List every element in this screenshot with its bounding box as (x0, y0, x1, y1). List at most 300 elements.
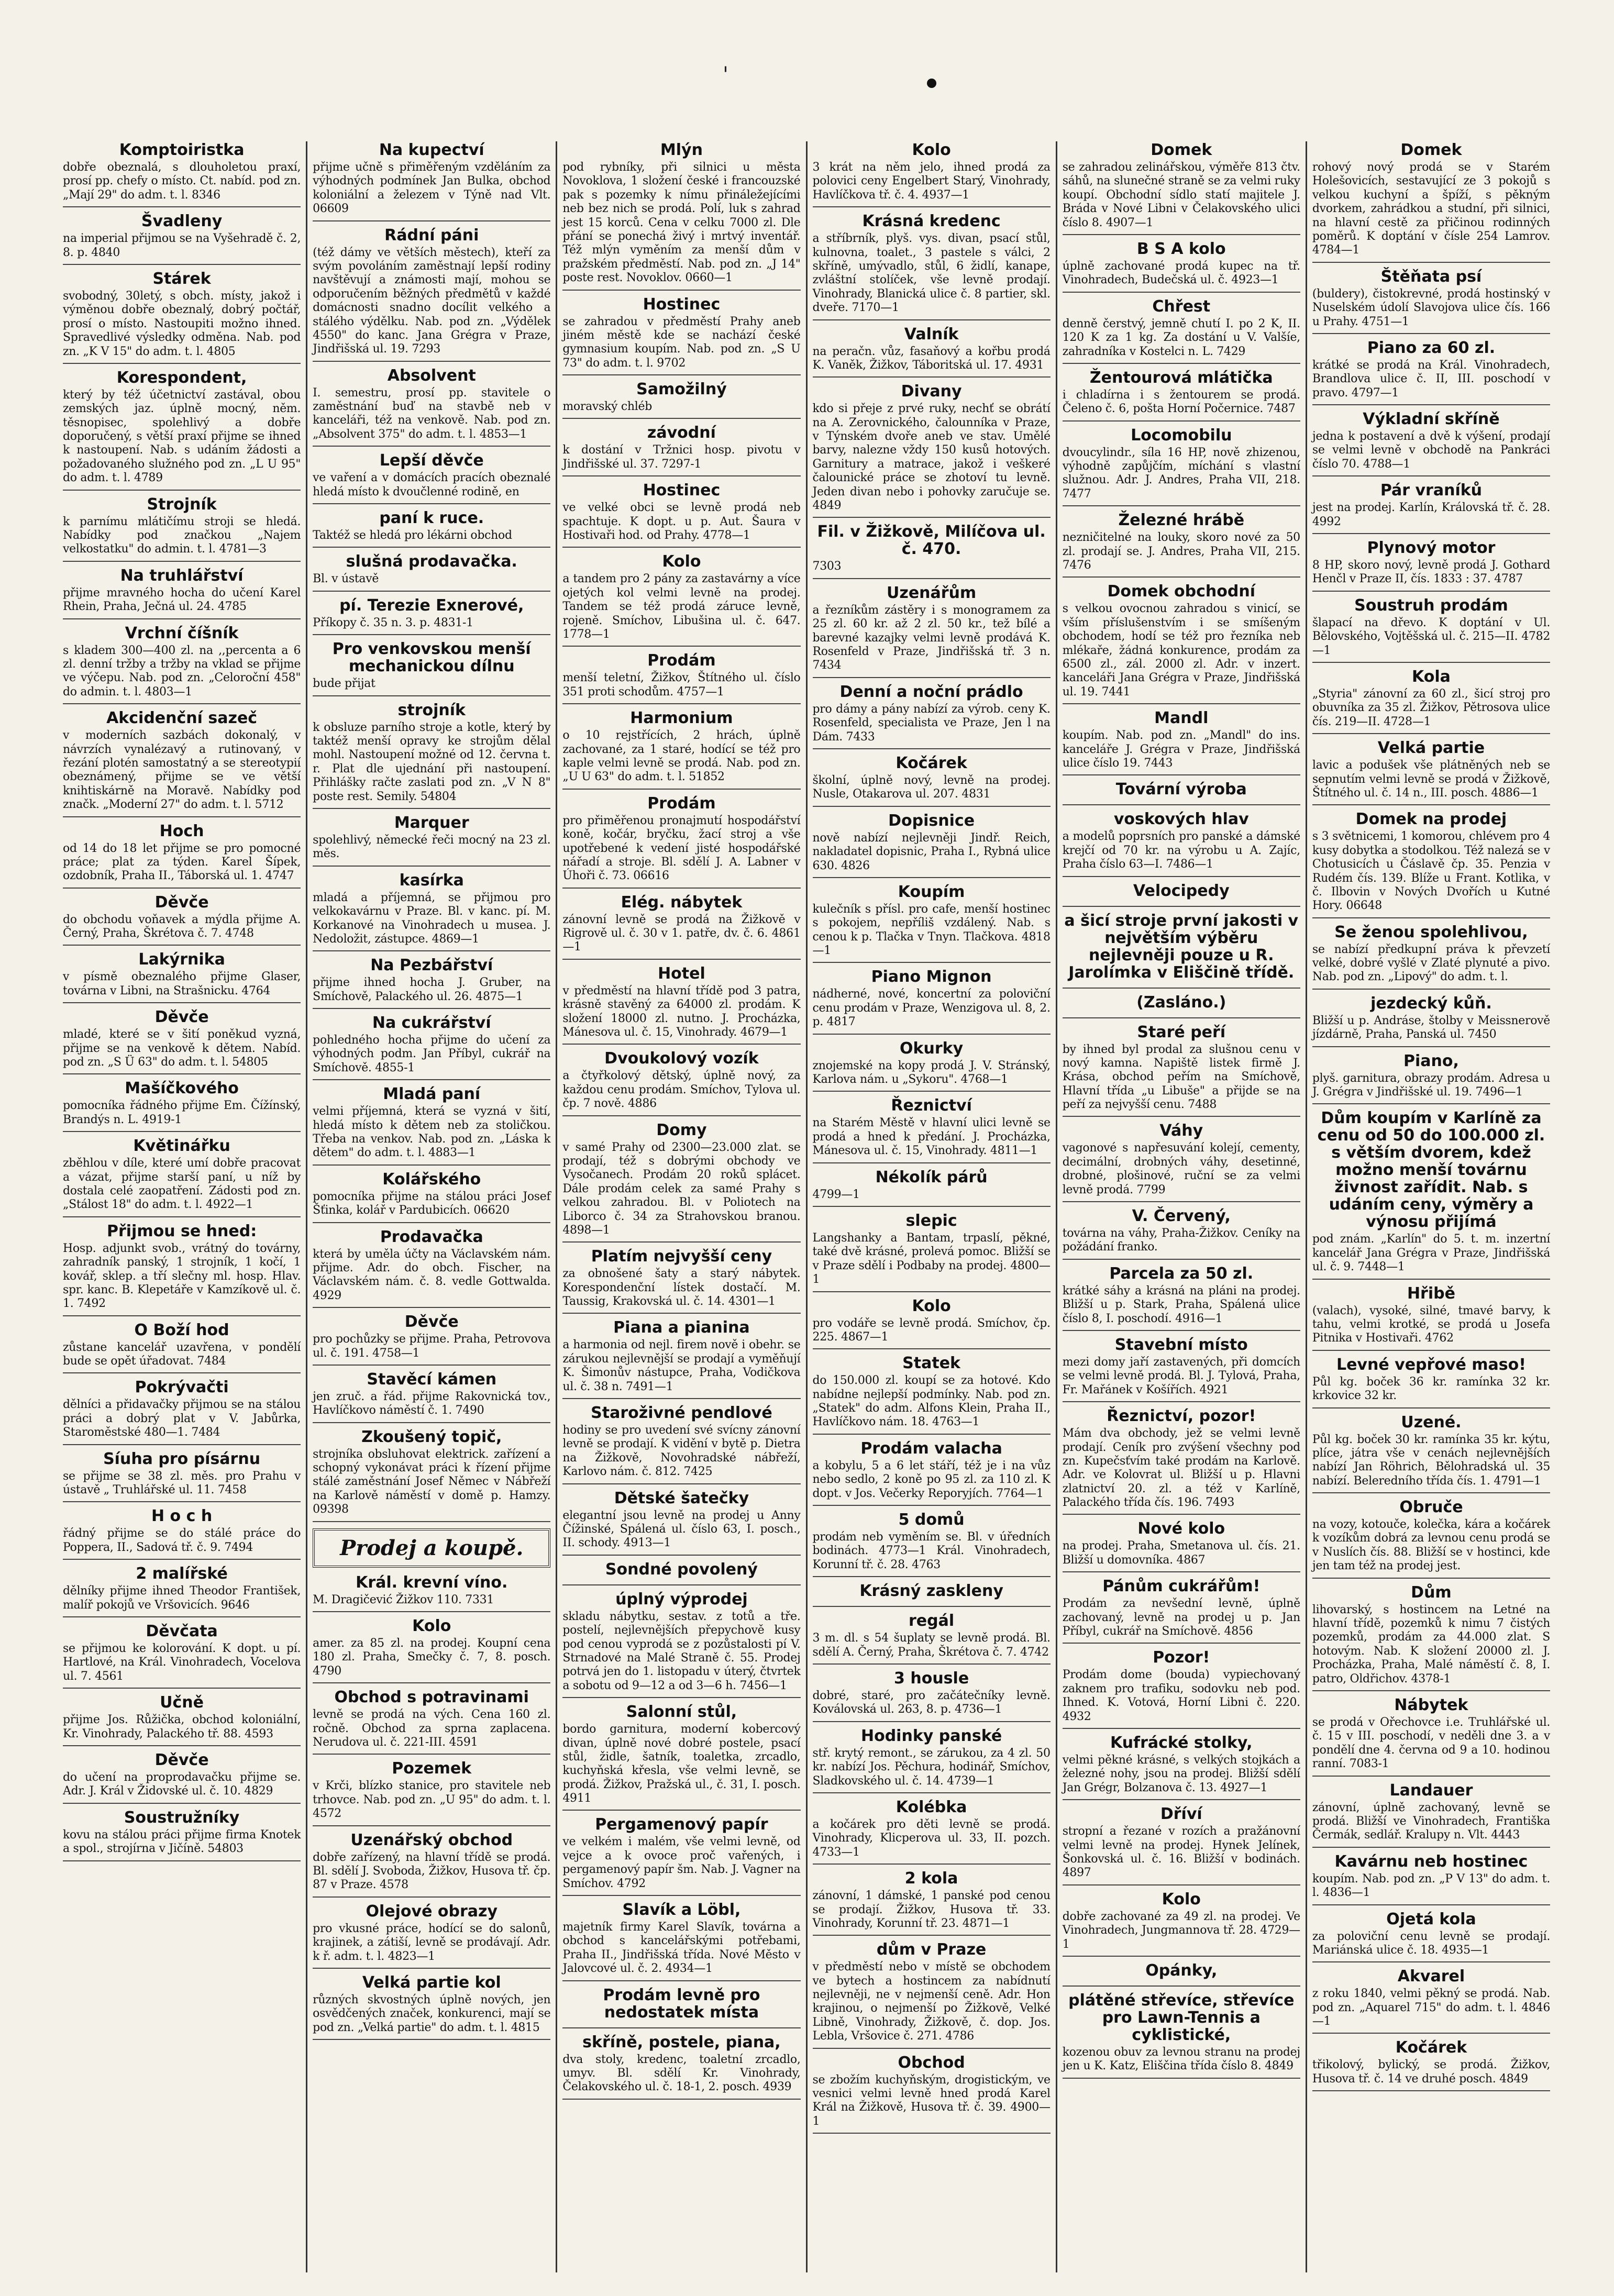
ad-text: dělníci a přidavačky přijmou se na stálou práci a dobrý plat v V. Jabůrka, Staroměstské 480—1. 7484 (63, 1398, 301, 1439)
ad-text: nádherné, nové, koncertní za poloviční cenu prodám v Praze, Wenzigova ul. 8, 2. p. 4817 (812, 988, 1051, 1029)
ad-text: I. semestru, prosí pp. stavitele o zaměstnání buď na stavbě neb v kanceláři, též na venkově. Nab. pod zn. „Absolvent 375" do adm. t. l. 4853—1 (313, 386, 551, 441)
ad-text: (valach), vysoké, silné, tmavé barvy, k tahu, velmi krotké, se prodá u Josefa Pitnika v Hostivaři. 4762 (1312, 1304, 1551, 1345)
ad-text: zánovní, 1 dámské, 1 panské pod cenou se prodají. Žižkov, Husova tř. 33. Vinohrady, Korunní tř. 23. 4871—1 (812, 1889, 1051, 1930)
classified-ad (63, 1223, 301, 1316)
classified-ad (562, 381, 800, 419)
ad-heading: Děvčata (146, 1622, 218, 1640)
classified-ad (1312, 482, 1550, 534)
ad-text: na prodej. Praha, Smetanova ul. čís. 21. Bližší u domovníka. 4867 (1062, 1539, 1300, 1567)
ad-text: pod rybníky, při silnici u města Novoklova, 1 složení české i francouzské pak s pozemky k nímu přináležejícími neb bez nich se prodá. Polí, luk s zahrad jest 15 korců. Cena v celku 7000 zl. Dle přání se ponechá živý i mrtvý inventář. Též mlýn vyměním za menší dům v pražském předměstí. Nab. pod zn. „J 14" poste rest. Novoklov. 0660—1 (562, 161, 801, 285)
classified-ad (1063, 1649, 1300, 1729)
ad-text: strojníka obsluhovat elektrick. zařízení a schopný vykonávat práci k řízení přijme stálé zaměstnání Josef Němec v Nábřeží na Karlově náměstí v domě p. Hamzy. 09398 (313, 1447, 551, 1516)
classified-ad (313, 1428, 550, 1522)
ad-heading: Kočárek (1395, 2038, 1467, 2057)
ad-text: a stříbrník, plyš. vys. divan, psací stůl, kulnovna, toalet., 3 pastele s válci, 2 skříně, umývadlo, stůl, 6 židlí, kanape, zvláštní stolíček, vše levně prodají. Vinohrady, Blanická ulice č. 8 partier, skl. dveře. 7170—1 (812, 232, 1051, 315)
classified-ad (813, 1870, 1051, 1936)
ad-heading: skříně, postele, piana, (582, 2033, 781, 2051)
classified-ad (562, 296, 800, 376)
ad-text: k dostání v Tržnici hosp. pivotu v Jindřišské ul. 37. 7297-1 (562, 443, 801, 471)
ad-text: „Styria" zánovní za 60 zl., šicí stroj pro obuvníka za 35 zl. Žižkov, Pětrosova ulice čís. 219—II. 4728—1 (1312, 687, 1551, 728)
classified-ad (1063, 141, 1300, 235)
classified-ad (63, 496, 301, 562)
classified-ad (562, 1703, 800, 1811)
classified-ad (313, 452, 550, 504)
classified-ad (562, 1319, 800, 1399)
ad-text: k parnímu mlátičímu stroji se hledá. Nabídky pod značkou „Najem velkostatku" do admin. t. l. 4781—3 (63, 515, 301, 556)
ad-text: 3 krát na něm jelo, ihned prodá za polovici ceny Engelbert Starý, Vinohrady, Havlíčkova tř. č. 4. 4937—1 (812, 161, 1051, 202)
ad-heading: Nékolík párů (875, 1168, 988, 1186)
ad-heading: Kolo (912, 141, 951, 159)
classified-ad (562, 1248, 800, 1314)
classified-ad (313, 509, 550, 548)
ad-text: o 10 rejstřících, 2 hrách, úplně zachované, za 1 staré, hodící se též pro kaple velmi levně se prodá. Nab. pod zn. „U U 63" do adm. t. l. 51852 (562, 729, 801, 784)
classified-ad (63, 1322, 301, 1374)
ad-text: Půl kg. boček 36 kr. ramínka 32 kr. krkovice 32 kr. (1312, 1375, 1551, 1403)
ad-text: Langshanky a Bantam, trpaslí, pěkné, také dvě krásné, prolevá pomoc. Bližší se v Praze sdělí i Podbaby na prodej. 4800—1 (812, 1231, 1051, 1286)
ad-heading: a šicí stroje první jakosti v největším výběru nejlevněji pouze u R. Jarolímka v Eliščině třídě. (1064, 911, 1299, 982)
classified-ad (813, 1297, 1051, 1350)
classified-ad (1312, 1696, 1550, 1777)
ad-heading: Koupím (898, 882, 965, 901)
ad-text: bude přijat (313, 677, 375, 691)
ad-heading: Velocipedy (1133, 881, 1230, 900)
classified-ad (1063, 298, 1300, 364)
classified-ad (313, 957, 550, 1009)
classified-ad (313, 872, 550, 952)
ad-heading: Harmonium (630, 709, 733, 728)
ad-heading: Děvče (404, 1313, 459, 1332)
ad-heading: Strojník (147, 495, 217, 514)
ad-heading: regál (909, 1612, 955, 1631)
ad-heading: O Boží hod (134, 1321, 229, 1339)
ad-heading: Uzenářský obchod (350, 1831, 513, 1849)
ad-heading: Olejové obrazy (366, 1902, 498, 1921)
ad-text: a čtyřkolový dětský, úplně nový, za každou cenu prodám. Smíchov, Tylova ul. čp. 7 nově. 4886 (562, 1069, 801, 1111)
ad-heading: V. Červený, (1132, 1207, 1231, 1226)
classified-ad (313, 1760, 550, 1826)
classified-ad (1312, 141, 1550, 263)
ad-text: denně čerstvý, jemně chutí I. po 2 K, II. 120 K za 1 kg. Za dostání u V. Valšíe, zahradníka v Kostelci n. L. 7429 (1062, 317, 1300, 358)
ad-heading: Valník (904, 325, 959, 343)
ad-heading: Parcela za 50 zl. (1109, 1264, 1254, 1283)
ad-heading: kasírka (399, 871, 464, 890)
ad-text: a řezníkům zástěry i s monogramem za 25 zl. 60 kr. až 2 zl. 50 kr., tež bílé a barevné kazajky velmi levně prodává K. Rosenfeld v Praze, Jindřišská tř. 3 n. 7434 (812, 603, 1051, 672)
ad-heading: Na Pezbářství (370, 956, 493, 975)
ad-text: pohledného hocha přijme do učení za výhodných podm. Jan Příbyl, cukrář na Smíchově. 4855-1 (313, 1034, 551, 1074)
ad-text: koupím. Nab. pod zn. „P V 13" do adm. t. l. 4836—1 (1312, 1872, 1551, 1900)
ad-heading: Štěňata psí (1380, 267, 1482, 286)
classified-ad (313, 1085, 550, 1166)
classified-ad (1063, 1407, 1300, 1515)
classified-ad (813, 1941, 1051, 2048)
ad-text: nezničitelné na louky, skoro nové za 50 zl. prodají se. J. Andres, Praha VII, 215. 7476 (1062, 531, 1300, 572)
classified-ad (562, 553, 800, 647)
classified-ad (313, 1689, 550, 1755)
ad-text: Prodám dome (bouda) vypiechovaný zaknem pro trafiku, sodovku neb pod. Ihned. K. Votová, Horní Libni č. 220. 4932 (1062, 1668, 1300, 1723)
ad-text: mladé, které se v šití poněkud vyzná, přijme se na venkově k dětem. Nabíd. pod zn. „S Ü 63" do adm. t. l. 54805 (63, 1028, 301, 1069)
ad-text: ve vaření a v domácích pracích obeznalé hledá místo k dvoučlenné rodině, en (313, 471, 551, 498)
ad-text: úplně zachované prodá kupec na tř. Vinohradech, Budečská ul. č. 4923—1 (1062, 259, 1300, 287)
classified-ad (63, 1623, 301, 1689)
ad-heading: Levné vepřové maso! (1336, 1355, 1526, 1374)
ad-heading: Síuha pro písárnu (103, 1449, 261, 1468)
ad-heading: Krásný zaskleny (859, 1582, 1003, 1601)
ad-text: jedna k postavení a dvě k výšení, prodají se velmi levně v obchodě na Pankráci číslo 70. 4788—1 (1312, 430, 1551, 471)
ad-text: zběhlou v díle, které umí dobře pracovat a vázat, přijme starší paní, u níž by dostala celé zaopatření. Zádosti pod zn. „Stálost 18" do adm. t. l. 4922—1 (63, 1157, 301, 1212)
ad-text: Bl. v ústavě (313, 572, 379, 586)
ad-text: elegantní jsou levně na prodej u Anny Čížinské, Spálená ul. číslo 63, I. posch., II. schody. 4913—1 (562, 1509, 801, 1550)
classified-ad (313, 1832, 550, 1898)
classified-ad (813, 968, 1051, 1034)
classified-ad (63, 951, 301, 1003)
column-5 (1056, 141, 1306, 2272)
ad-text: s 3 světnicemi, 1 komorou, chlévem pro 4 kusy dobytka a stodolkou. Též nalezá se v Chotusicích u Čáslavě čp. 35. Penzia v Rudém čís. 139. Blíže u Frant. Kotlika, v č. Ilbovin v Nových Dvořích u Kutné Hory. 06648 (1312, 830, 1551, 913)
classified-ad (1063, 709, 1300, 775)
ad-heading: Dům (1411, 1583, 1452, 1602)
ad-text: šlapací na dřevo. K doptání v Ul. Bělovského, Vojtěšská ul. č. 215—II. 4782—1 (1312, 616, 1551, 657)
classified-ad (813, 1582, 1051, 1607)
ad-text: se zahradou v předměstí Prahy aneb jiném městě kde se nachází české gymnasium koupím. Nab. pod zn. „S U 73" do adm. t. l. 9702 (562, 315, 801, 370)
classified-ad (1312, 811, 1550, 918)
ad-text: zánovní, úplně zachovaný, levně se prodá. Bližší ve Vinohradech, Františka Čermák, sedlář. Kralupy n. Vlt. 4443 (1312, 1801, 1551, 1842)
ad-text: dva stoly, kredenc, toaletní zrcadlo, umyv. Bl. sdělí Kr. Vinohrady, Čelakovského ul. č. 18-1, 2. posch. 4939 (562, 2053, 801, 2094)
classified-ad (1063, 369, 1300, 422)
ad-text: se prodá v Ořechovce i.e. Truhlářské ul. č. 15 v III. poschodí, v neděli dne 3. a v pondělí dne 4. června od 9 a 10. hodinou ranní. 7083-1 (1312, 1716, 1551, 1771)
ad-text: na Starém Městě v hlavní ulici levně se prodá a hned k předání. J. Procházka, Mánesova ul. č. 15, Vinohrady. 4811—1 (812, 1116, 1051, 1158)
ad-heading: strojník (397, 701, 466, 719)
ad-text: na vozy, kotouče, kolečka, kára a kočárek k vozíkům dobrá za levnou cenu prodá se v Nuslích čís. 88. Bližší se v hostinci, kde jen tam též na prodej jest. (1312, 1518, 1551, 1573)
classified-ad (63, 625, 301, 705)
ad-text: která by uměla účty na Václavském nám. přijme. Adr. do obch. Fischer, na Václavském nám. č. 8. vedle Gottwalda. 4929 (313, 1247, 551, 1302)
classified-ad (1312, 1110, 1550, 1279)
classified-ad (1312, 1414, 1550, 1494)
ad-text: mladá a příjemná, se přijmou pro velkokavárnu v Praze. Bl. v kanc. pí. M. Korkanové na Vinohradech u musea. J. Nedoložit, zástupce. 4869—1 (313, 891, 551, 946)
ad-text: pomocníka přijme na stálou práci Josef Šťinka, kolář v Pardubicích. 06620 (313, 1190, 551, 1217)
ad-heading: Mladá paní (383, 1085, 481, 1104)
ad-heading: úplný výprodej (615, 1590, 748, 1609)
classified-ad (1063, 1520, 1300, 1572)
ad-heading: Mandl (1154, 709, 1209, 728)
ad-text: do učení na proprodavačku přijme se. Adr. J. Král v Židovské ul. č. 10. 4829 (63, 1770, 301, 1798)
classified-ad (1312, 411, 1550, 476)
classified-ad (1063, 1265, 1300, 1331)
ad-heading: Tovární výroba (1115, 780, 1247, 799)
ad-heading: 2 malířské (136, 1565, 228, 1583)
ad-text: a modelů poprsních pro panské a dámské krejčí od 70 kr. na výrobu u A. Zajíc, Praha číslo 63—I. 7486—1 (1062, 830, 1300, 871)
ad-text: přijme mravného hocha do učení Karel Rhein, Praha, Ječná ul. 24. 4785 (63, 586, 301, 614)
classified-ad (63, 213, 301, 265)
ad-text: v předměstí na hlavní třídě pod 3 patra, krásně stavěný za 64000 zl. prodám. K složení 18000 zl. nutno. J. Procházka, Mánesova ul. č. 15, Vinohrady. 4679—1 (562, 984, 801, 1039)
ad-heading: jezdecký kůň. (1370, 994, 1492, 1013)
ad-heading: Hostinec (643, 295, 721, 314)
ad-heading: Piano, (1403, 1051, 1459, 1070)
ad-heading: Řeznictví (891, 1096, 972, 1115)
ad-heading: Květinářku (133, 1137, 230, 1156)
classified-ad (813, 584, 1051, 678)
ad-text: Bližší u p. Andráse, štolby v Meissnerově jízdárně, Praha, Panská ul. 7450 (1312, 1014, 1551, 1041)
classified-ad (562, 424, 800, 476)
ad-heading: Kolářského (382, 1170, 481, 1189)
ad-text: Mám dva obchody, jež se velmi levně prodají. Ceník pro zvýšení všechny pod zn. Kupečsťvím také prodám na Karlově. Adr. ve Kolovrat ul. Bližší u p. Hlavni zlatnictví 20. zl. a též v Karlíně, Palackého třída čís. 196. 7493 (1062, 1427, 1300, 1510)
ad-text: 3 m. dl. s 54 šuplaty se levně prodá. Bl. sdělí A. Černý, Praha, Škrétova č. 7. 4742 (812, 1632, 1051, 1659)
ad-heading: Děvče (154, 1008, 209, 1027)
classified-ad (1063, 1578, 1300, 1644)
classified-ad (63, 567, 301, 619)
ad-heading: Se ženou spolehlivou, (1334, 923, 1528, 941)
ad-text: velmi příjemná, která se vyzná v šití, hledá místo k dětem neb za stoličkou. Třeba na venkov. Nab. pod zn. „Láska k dětem" do adm. t. l. 4883—1 (313, 1105, 551, 1160)
ad-heading: Marquer (394, 813, 469, 832)
ad-heading: Pozemek (392, 1759, 472, 1778)
classified-ad (813, 1097, 1051, 1163)
ad-text: M. Dragičević Žižkov 110. 7331 (313, 1593, 494, 1606)
ad-text: Příkopy č. 35 n. 3. p. 4831-1 (313, 616, 473, 629)
ad-heading: Chřest (1152, 297, 1211, 316)
classified-ad (1063, 240, 1300, 293)
ad-text: bordo garnitura, moderní kobercový divan, úplně nové dobré postele, psací stůl, židle, šatník, toaletka, zrcadlo, kuchyňská křesla, vše velmi levně, se prodá. Žižkov, Pražská ul., č. 31, I. posch. 4911 (562, 1723, 801, 1805)
classified-ad (1312, 1584, 1550, 1691)
classified-ad (63, 1008, 301, 1074)
ad-text: amer. za 85 zl. na prodej. Koupní cena 180 zl. Praha, Smečky č. 7, 8. posch. 4790 (313, 1637, 551, 1678)
ad-heading: plátěné střevíce, střevíce pro Lawn-Tennis a cyklistické, (1068, 1991, 1295, 2044)
classified-ad (562, 1987, 800, 2028)
ad-heading: Obchod (898, 2053, 965, 2072)
classified-ad (813, 1440, 1051, 1506)
classified-ad (313, 1574, 550, 1612)
classified-ad (562, 1122, 800, 1243)
ad-heading: Žentourová mlátička (1089, 368, 1273, 387)
ad-heading: Na truhlářství (120, 566, 244, 585)
ad-heading: Soustruh prodám (1354, 596, 1508, 615)
ad-heading: Uzenářům (887, 583, 977, 602)
classified-ad (562, 1901, 800, 1981)
page-mark: ' (723, 63, 728, 87)
ad-text: třikolový, bylický, se prodá. Žižkov, Husova tř. č. 14 ve druhé posch. 4849 (1312, 2058, 1551, 2086)
ad-text: na imperial přijmou se na Vyšehradě č. 2, 8. p. 4840 (63, 232, 301, 259)
classified-ad (1312, 1968, 1550, 2034)
ad-text: s velkou ovocnou zahradou s vinicí, se vším příslušenstvím i se smíšeným obchodem, hodí se též pro řezníka neb mlékaře, žádná konkurence, prodám za 6500 zl., zál. 2000 zl. Adr. v inzert. kanceláři Jana Grégra v Praze, Jindřišská ul. 19. 7441 (1062, 602, 1300, 698)
ad-text: a harmonia od nejl. firem nově i obehr. se zárukou nejlevnější se prodají a vyměňují K. Šimonův nástupce, Praha, Vodičkova ul. č. 38 n. 7491—1 (562, 1338, 801, 1393)
ad-text: nově nabízí nejlevněji Jindř. Reich, nakladatel dopisnic, Praha I., Rybná ulice 630. 4826 (812, 831, 1051, 872)
classified-ad (63, 1379, 301, 1445)
ad-heading: Samožilný (636, 380, 727, 399)
ad-text: a kobylu, 5 a 6 let stáří, též je i na vůz nebo sedlo, 2 koně po 95 zl. za 110 zl. K dopt. v Jos. Večerky Reporyjích. 7764—1 (812, 1459, 1051, 1500)
classified-ad (63, 141, 301, 207)
ad-heading: Plynový motor (1367, 539, 1496, 558)
ad-text: dobře zachované za 49 zl. na prodej. Ve Vinohradech, Jungmannova tř. 28. 4729—1 (1062, 1910, 1300, 1951)
ad-text: dobře zařízený, na hlavní třídě se prodá. Bl. sdělí J. Svoboda, Žižkov, Husova tř. čp. 87 v Praze. 4578 (313, 1850, 551, 1892)
classified-ad (1063, 781, 1300, 805)
classified-ad (813, 883, 1051, 963)
classified-ad (63, 1507, 301, 1560)
classified-ad (562, 894, 800, 960)
ad-heading: Hodinky panské (860, 1726, 1002, 1745)
ad-text: lavic a podušek vše plátněných neb se sepnutím velmi levně se prodá v Žižkově, Štítného ul. č. 14 n., III. posch. 4886—1 (1312, 759, 1551, 800)
classified-ad (813, 1670, 1051, 1722)
column-6 (1306, 141, 1555, 2272)
classified-ad (813, 523, 1051, 579)
page-dot (927, 79, 936, 88)
ad-heading: Přijmou se hned: (106, 1222, 257, 1240)
classified-ad (813, 1727, 1051, 1793)
ad-text: spolehlivý, německé řeči mocný na 23 zl. měs. (313, 833, 551, 861)
ad-heading: Ojetá kola (1386, 1910, 1476, 1928)
column-2 (306, 141, 556, 2272)
ad-heading: Kočárek (896, 753, 967, 772)
ad-heading: Nové kolo (1137, 1519, 1225, 1538)
ad-text: školní, úplně nový, levně na prodej. Nusle, Otakarova ul. 207. 4831 (812, 773, 1051, 801)
classified-ad (562, 141, 800, 291)
ad-text: v moderních sazbách dokonalý, v návrzích vynalézavý a rutinovaný, v řezání plotén samostatný a se stereotypií obeznámený, přijme se ve větší knihtiskárně na Moravě. Nabídky pod značk. „Moderní 27" do adm. t. l. 5712 (63, 729, 301, 812)
ad-heading: Kolébka (896, 1798, 967, 1816)
ad-heading: 3 housle (894, 1669, 969, 1688)
classified-ad (1312, 1499, 1550, 1579)
ad-text: zůstane kancelář uzavřena, v pondělí bude se opět úřadovat. 7484 (63, 1340, 301, 1368)
ad-heading: Prodavačka (380, 1227, 483, 1246)
ad-text: na peračn. vůz, fasaňový a kořbu prodá K. Vaněk, Žižkov, Táboritská ul. 17. 4931 (812, 345, 1051, 372)
ad-text: Hosp. adjunkt svob., vrátný do továrny, zahradník panský, 1 strojník, 1 kočí, 1 kovář, sklep. a tří slečny ml. hosp. Hlav. spr. kanc. B. Klepetáře v Kamzíkově ul. č. 1. 7492 (63, 1241, 301, 1311)
ad-text: 7303 (812, 560, 842, 573)
classified-ad (1312, 924, 1550, 990)
ad-heading: pí. Terezie Exnerové, (339, 596, 524, 615)
ad-text: se zbožím kuchyňským, drogistickým, ve vesnici velmi levně hned prodá Karel Král na Žižkově, Husova tř. č. 39. 4900—1 (812, 2073, 1051, 2128)
ad-heading: Sondné povolený (605, 1560, 758, 1579)
classified-ad (1312, 1052, 1550, 1105)
ad-text: i chladírna i s žentourem se prodá. Čeleno č. 6, pošta Horní Počernice. 7487 (1062, 388, 1300, 416)
classified-ad (562, 482, 800, 548)
ad-heading: Hoch (159, 822, 204, 840)
ad-text: pro vkusné práce, hodící se do salonů, krajinek, a zátiší, levně se prodávají. Adr. k ř. adm. t. l. 4823—1 (313, 1922, 551, 1963)
classified-ad (1312, 995, 1550, 1047)
ad-heading: Váhy (1159, 1122, 1203, 1140)
ad-heading: Děvče (154, 1750, 209, 1769)
classified-ad (1063, 583, 1300, 704)
ad-text: (buldery), čistokrevné, prodá hostinský v Nuselském údolí Slavojova ulice čís. 166 u Prahy. 4751—1 (1312, 287, 1551, 328)
ad-text: Prodám za nevšední levně, úplně zachovaný, levně na prodej u p. Jan Příbyl, cukrář na Smíchově. 4856 (1062, 1597, 1300, 1638)
ad-heading: voskových hlav (1113, 810, 1249, 829)
ad-heading: Prodám (647, 794, 716, 813)
ad-heading: Salonní stůl, (626, 1703, 737, 1722)
ad-heading: Prodám levně pro nedostatek místa (603, 1986, 760, 2022)
ad-text: kdo si přeje z prvé ruky, nechť se obrátí na A. Zerovnického, čalounníka v Praze, v Týnském dvoře aneb ve stav. Umělé barvy, nalezne vždy 150 kusů hotových. Garnitury a matrace, jakož i veškeré čalounické práce se zhotoví tu levně. Jeden divan nebo i pohovky zaručuje se. 4849 (812, 402, 1051, 513)
ad-text: vagonové s napřesuvání kolejí, cementy, decimální, drobných váhy, desetinné, drobné, plošinové, ruční se za velmi levně prodá. 7799 (1062, 1141, 1300, 1196)
ad-heading: Mlýn (660, 141, 703, 159)
ad-text: mezi domy jaří zastavených, při domcích se velmi levně prodá. Bl. J. Tylová, Praha, Fr. Mařánek v Košířích. 4921 (1062, 1355, 1300, 1396)
ad-heading: Fil. v Žižkově, Milíčova ul. č. 470. (817, 523, 1046, 559)
ad-heading: Pro venkovskou menší mechanickou dílnu (332, 640, 531, 676)
classified-ad (63, 369, 301, 491)
classified-ad (813, 812, 1051, 878)
ad-heading: Akcidenční sazeč (106, 709, 258, 728)
classified-ad (562, 709, 800, 790)
ad-text: pro přiměřenou pronajmutí hospodářství koně, kočár, bryčku, žací stroj a vše upotřebené k vedení jisté hospodářské nářadí a stroje. Bl. sdělí J. A. Labner v Úhoři č. 73. 06616 (562, 814, 801, 883)
ad-heading: Vrchní číšník (125, 624, 239, 642)
ad-heading: Slavík a Löbl, (622, 1901, 741, 1920)
classified-ad (1063, 1336, 1300, 1402)
ad-heading: Piana a pianina (613, 1318, 750, 1337)
ad-heading: Staroživné pendlové (591, 1404, 772, 1423)
ad-text: jen zruč. a řád. přijme Rakovnická tov., Havlíčkovo náměstí č. 1. 7490 (313, 1390, 551, 1417)
classified-ad (562, 1490, 800, 1556)
ad-text: menší teletní, Žižkov, Štítného ul. číslo 351 proti schodům. 4757—1 (562, 671, 801, 698)
ad-text: dobře obeznalá, s dlouholetou praxí, prosí pp. chefy o místo. Ct. nabíd. pod zn. „Mají 29" do adm. t. l. 8346 (63, 161, 301, 202)
classified-ad (1312, 739, 1550, 805)
classified-ad (813, 2054, 1051, 2134)
ad-heading: Elég. nábytek (621, 893, 743, 912)
ad-text: se nabízí předkupní práva k převzetí velké, dobré vyšlé v Zlaté plynuté a pivo. Nab. pod zn. „Lipový" do adm. t. l. (1312, 942, 1551, 984)
ad-heading: Hotel (658, 964, 705, 983)
classified-ad (1063, 1207, 1300, 1260)
ad-heading: Soustružníky (124, 1808, 240, 1827)
classified-ad (313, 1974, 550, 2040)
ad-text: lihovarský, s hostincem na Letné na hlavní třídě, pozemků k nimu 7 čistých pozemků, prodám za 44.000 zlat. S hotovým. Nab. K složení 20000 zl. J. Procházka, Praha, Malé náměstí č. 8, I. patro, Oldřichov. 4378-1 (1312, 1603, 1551, 1685)
section-box-prodej-a-koupe: Prodej a koupě. (313, 1528, 550, 1568)
ad-text: do 150.000 zl. koupí se za hotové. Kdo nabídne nejlepší podmínky. Nab. pod zn. „Statek" do adm. Alfons Klein, Praha II., Havlíčkovo nám. 18. 4763—1 (812, 1374, 1051, 1429)
ad-text: ve velkém i malém, vše velmi levně, od vejce a k ovoce proč vařených, i pergamenový papír šm. Nab. J. Vagner na Smíchov. 4792 (562, 1835, 801, 1890)
classified-ad (1312, 268, 1550, 334)
ad-heading: Kolo (412, 1617, 451, 1636)
classified-ad (1063, 994, 1300, 1018)
classified-ad (63, 1080, 301, 1132)
ad-heading: Domek obchodní (1107, 582, 1255, 601)
ad-heading: 2 kola (904, 1869, 958, 1888)
ad-heading: Obruče (1399, 1498, 1463, 1517)
classified-ad (813, 1612, 1051, 1665)
ad-heading: Zkoušený topič, (361, 1427, 502, 1446)
classified-ad (63, 1751, 301, 1804)
ad-text: plyš. garnitura, obrazy prodám. Adresa u J. Grégra v Jindřišské ul. 19. 7496—1 (1312, 1071, 1551, 1099)
ad-heading: Kolo (662, 552, 701, 571)
ad-heading: Velká partie (1377, 739, 1485, 758)
ad-text: skladu nábytku, sestav. z totů a tře. postelí, nejlevnějších přepychově kusy pod cenou vyprodá se z pozůstalosti pí V. Strnadové na Malé Straně č. 55. Prodej potrvá jen do 1. listopadu v úterý, čtvrtek a sobotu od 9—12 a od 3—6 h. 7456—1 (562, 1610, 801, 1692)
ad-heading: Domek (1151, 141, 1212, 159)
classified-ad (813, 755, 1051, 807)
ad-heading: (Zasláno.) (1136, 993, 1226, 1012)
classified-ad (813, 213, 1051, 320)
classified-ad (1312, 2039, 1550, 2091)
ad-heading: Staré peří (1137, 1023, 1226, 1041)
column-3 (556, 141, 805, 2272)
classified-ad (562, 1050, 800, 1116)
ad-heading: Kola (1412, 667, 1451, 686)
ad-heading: Král. krevní víno. (356, 1573, 508, 1592)
ad-heading: slepic (905, 1211, 957, 1230)
classified-ad (1312, 597, 1550, 663)
ad-heading: Platím nejvyšší ceny (591, 1247, 772, 1266)
ad-heading: Absolvent (387, 366, 476, 385)
ad-heading: Děvče (154, 893, 209, 912)
classified-ad (813, 326, 1051, 378)
ad-heading: Kavárnu neb hostinec (1334, 1852, 1528, 1871)
ad-heading: Na kupectví (379, 141, 484, 159)
classified-ad (1063, 1024, 1300, 1117)
ad-heading: Opánky, (1145, 1961, 1218, 1980)
ad-text: z roku 1840, velmi pěkný se prodá. Nab. pod zn. „Aquarel 715" do adm. t. l. 4846—1 (1312, 1987, 1551, 2028)
ad-text: stropní a řezané v rozích a pražánovní velmi levně na prodej. Hynek Jelínek, Šonkovská ul. č. 16. Bližší v bodinách. 4897 (1062, 1825, 1300, 1880)
classified-ad (313, 553, 550, 591)
classified-ad (63, 709, 301, 817)
classified-ad (562, 1404, 800, 1484)
ad-heading: Dříví (1160, 1805, 1202, 1824)
ad-text: pomocníka řádného přijme Em. Čížínský, Brandýs n. L. 4919-1 (63, 1099, 301, 1126)
classified-ad (1063, 811, 1300, 877)
ad-heading: Stavební místo (1114, 1335, 1248, 1354)
classified-ad (813, 1169, 1051, 1207)
classified-ad (1063, 1891, 1300, 1957)
ad-text: a kočárek pro děti levně se prodá. Vinohrady, Klicperova ul. 33, II. pozch. 4733—1 (812, 1817, 1051, 1859)
classified-ad (1063, 1805, 1300, 1885)
ad-text: kovu na stálou práci přijme firma Knotek a spol., strojírna v Jičíně. 54803 (63, 1828, 301, 1856)
classified-ad (1063, 512, 1300, 578)
